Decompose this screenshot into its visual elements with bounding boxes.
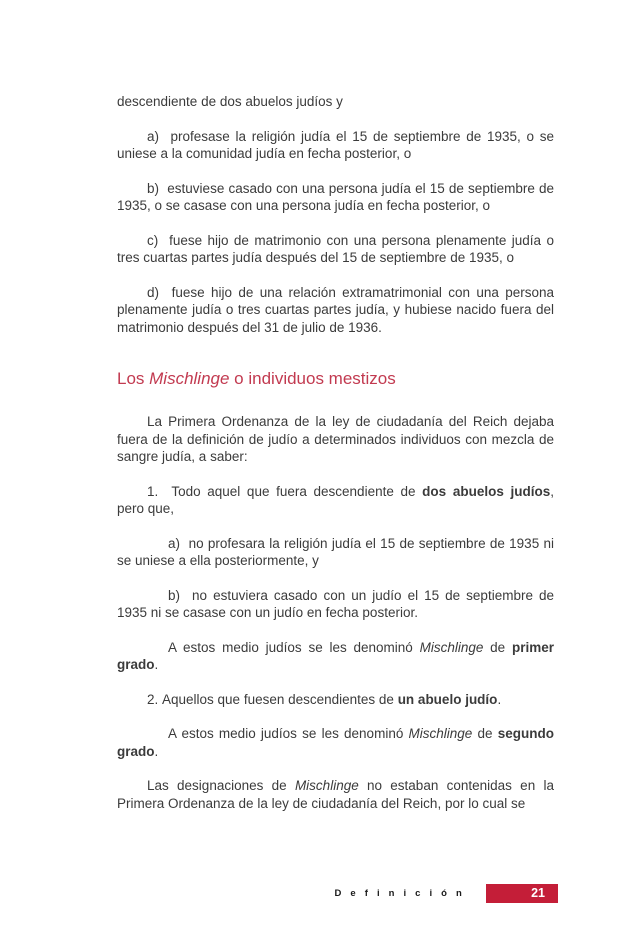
- paragraph: b) estuviese casado con una persona judía el 15 de septiembre de 1935, o se casase con una persona judía en fecha posterior, o: [117, 180, 554, 213]
- paragraph: descendiente de dos abuelos judíos y: [117, 94, 343, 109]
- footer-section-label: D e f i n i c i ó n: [334, 888, 465, 899]
- paragraph: 2. Aquellos que fuesen descendientes de un abuelo judío.: [147, 691, 502, 707]
- section-heading: Los Mischlinge o individuos mestizos: [117, 369, 396, 388]
- paragraph: a) no profesara la religión judía el 15 de septiembre de 1935 ni se uniese a ella posteriormente, y: [117, 535, 554, 568]
- page-footer: [335, 884, 558, 903]
- page-number-badge: [486, 884, 558, 903]
- paragraph: b) no estuviera casado con un judío el 15 de septiembre de 1935 ni se casase con un judío en fecha posterior.: [117, 587, 554, 620]
- paragraph: a) profesase la religión judía el 15 de septiembre de 1935, o se uniese a la comunidad judía en fecha posterior, o: [117, 128, 554, 161]
- page-body: [117, 93, 554, 829]
- paragraph: Las designaciones de Mischlinge no estaban contenidas en la Primera Ordenanza de la ley de ciudadanía del Reich, por lo cual se: [117, 778, 554, 811]
- paragraph: A estos medio judíos se les denominó Mischlinge de segundo grado.: [117, 726, 554, 759]
- paragraph: 1. Todo aquel que fuera descendiente de dos abuelos judíos, pero que,: [117, 483, 555, 516]
- paragraph: La Primera Ordenanza de la ley de ciudadanía del Reich dejaba fuera de la definición de judío a determinados individuos con mezcla de sangre judía, a saber:: [117, 414, 554, 464]
- paragraph: c) fuese hijo de matrimonio con una persona plenamente judía o tres cuartas partes judía después del 15 de septiembre de 1935, o: [117, 232, 554, 265]
- paragraph: d) fuese hijo de una relación extramatrimonial con una persona plenamente judía o tres cuartas partes judía, y hubiese nacido fuera del matrimonio después del 31 de julio de 1936.: [117, 284, 554, 335]
- page-number: 21: [531, 886, 545, 901]
- paragraph: A estos medio judíos se les denominó Mischlinge de primer grado.: [117, 639, 554, 672]
